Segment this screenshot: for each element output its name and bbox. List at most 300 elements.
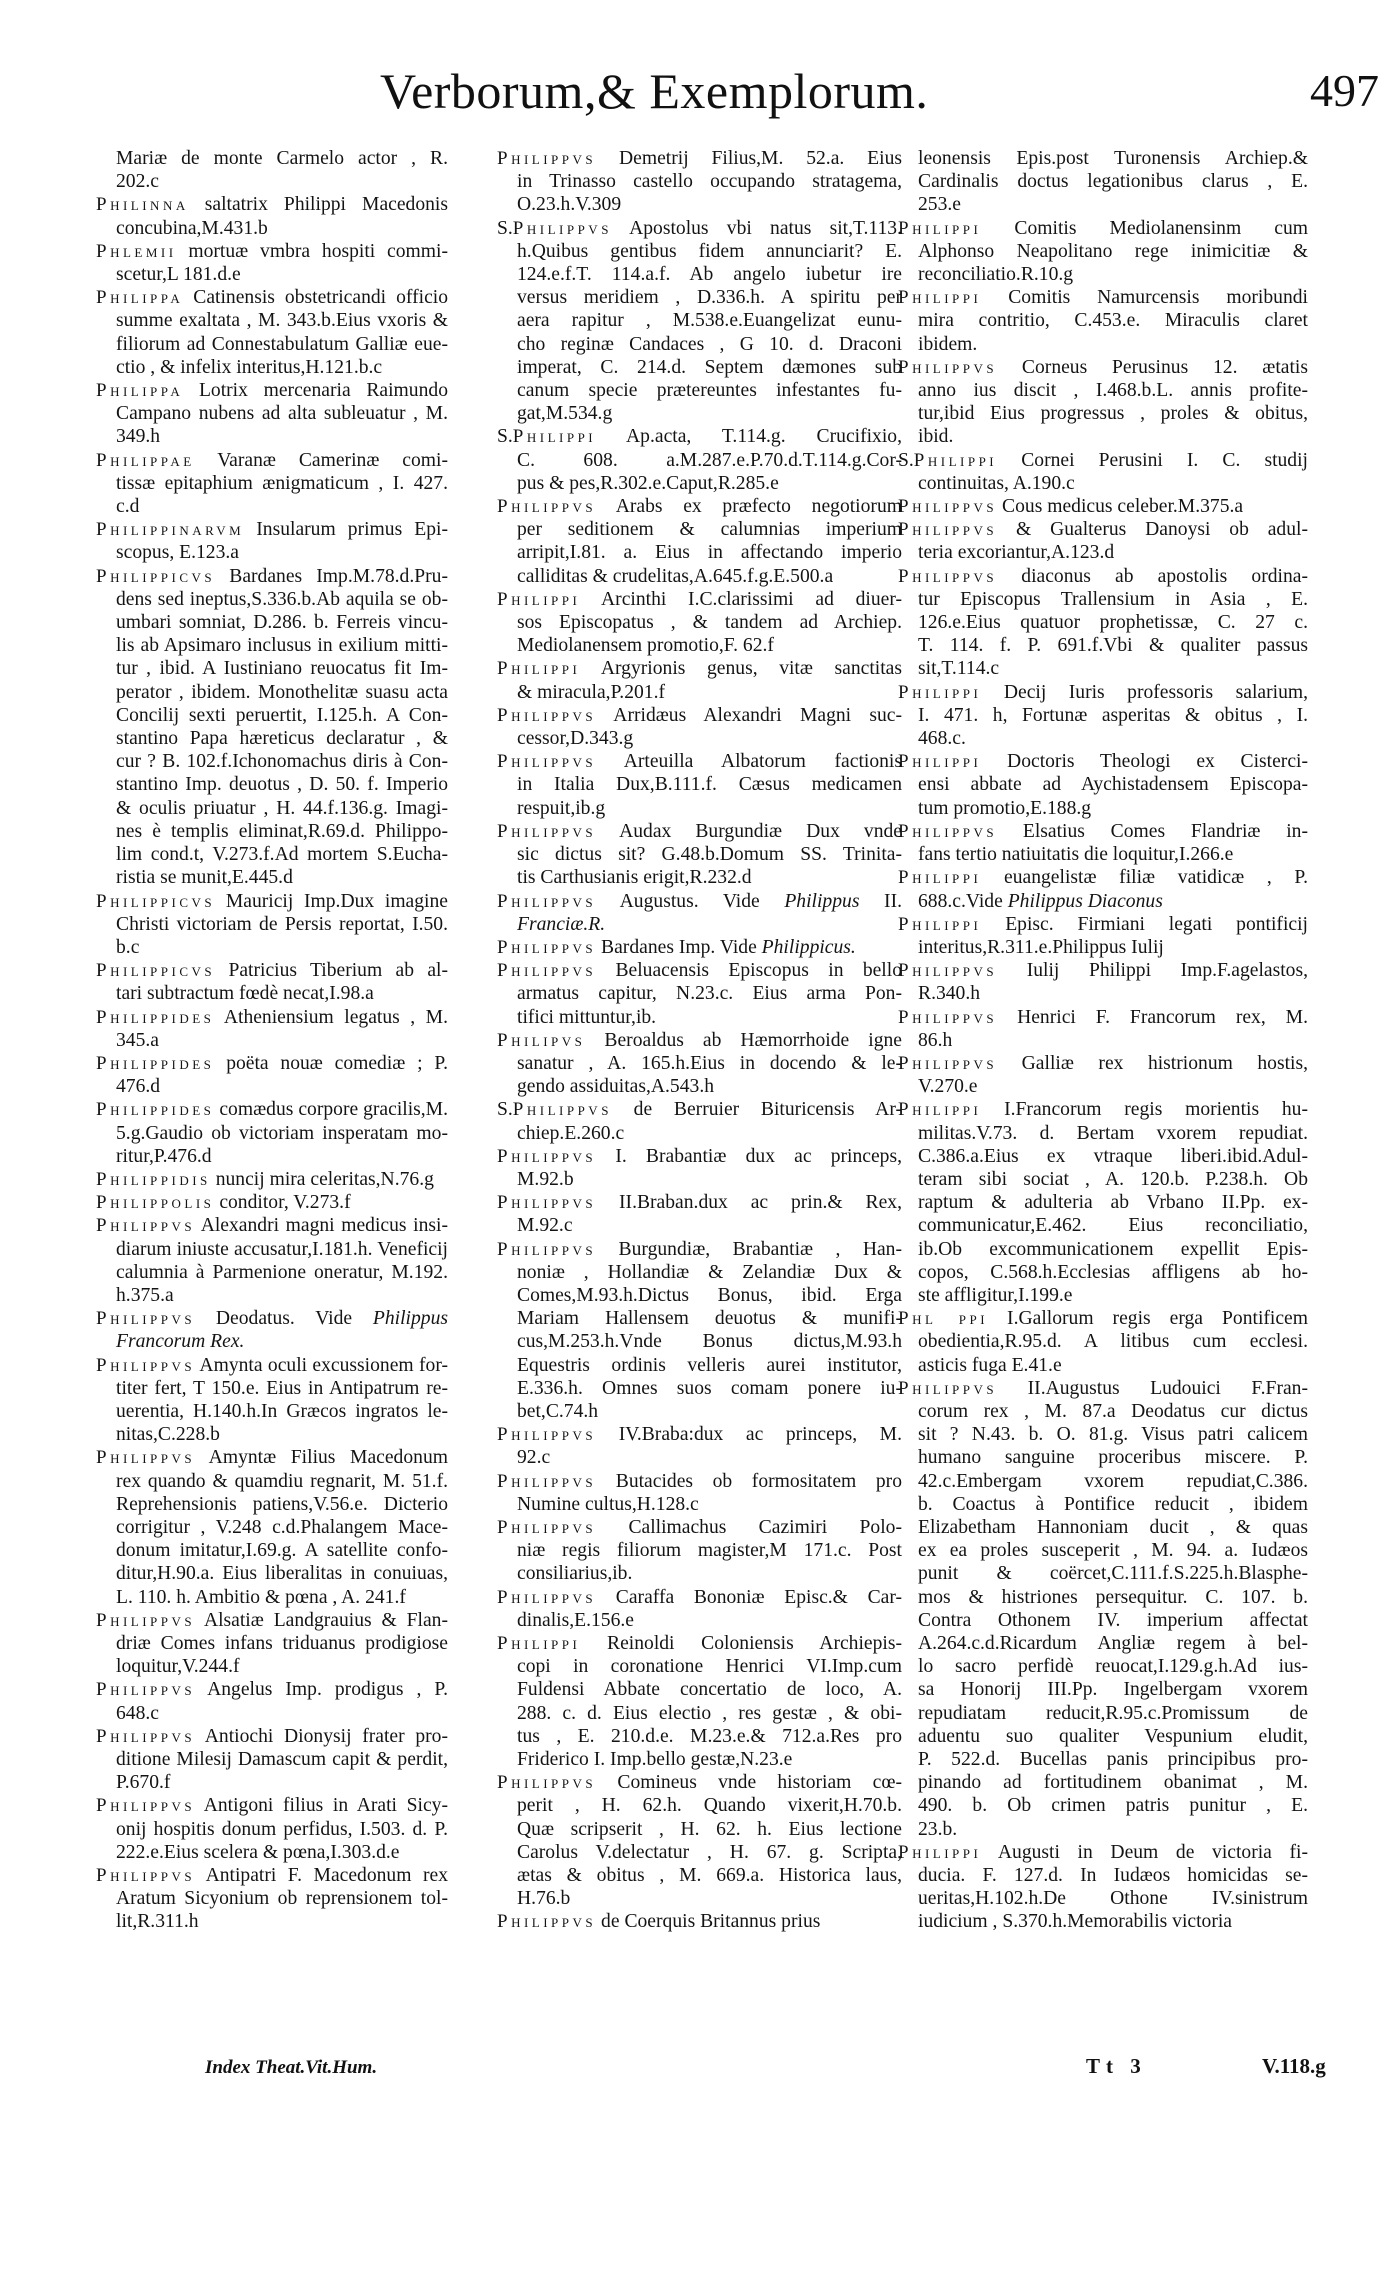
entry-text: Demetrij Filius,M. 52.a. Eius xyxy=(619,148,902,169)
entry-text: Butacides ob formositatem pro xyxy=(615,1470,902,1492)
entry-text: 202.c xyxy=(116,171,159,193)
entry-text: Callimachus Cazimiri Polo- xyxy=(628,1516,902,1538)
entry-text: interitus,R.311.e.Philippus Iulij xyxy=(918,936,1164,958)
entry-headword: Philippi xyxy=(898,681,982,703)
entry-line xyxy=(898,379,1308,402)
entry-line xyxy=(898,1562,1308,1585)
index-entry xyxy=(497,704,902,750)
entry-text: uerentia, H.140.h.In Græcos ingratos le- xyxy=(116,1400,448,1422)
entry-line xyxy=(96,727,448,750)
entry-headword: Philippvs xyxy=(96,1725,196,1747)
entry-line xyxy=(898,1122,1308,1145)
entry-text: copos, C.568.h.Ecclesias affligens ab ho- xyxy=(918,1261,1308,1283)
entry-text: punit & coërcet,C.111.f.S.225.h.Blasphe- xyxy=(918,1563,1308,1585)
entry-line xyxy=(898,495,1308,518)
entry-line xyxy=(898,263,1308,286)
entry-text: Lotrix mercenaria Raimundo xyxy=(198,380,448,402)
entry-line xyxy=(898,1261,1308,1284)
entry-text: & oculis priuatur , H. 44.f.136.g. Imagi- xyxy=(116,797,448,819)
entry-line xyxy=(497,1910,902,1933)
entry-line xyxy=(497,797,902,820)
index-entry xyxy=(96,1098,448,1168)
entry-line xyxy=(898,217,1308,240)
entry-line xyxy=(898,1794,1308,1817)
entry-text: Christi victoriam de Persis reportat, I.50. xyxy=(116,913,448,935)
entry-text: euangelistæ filiæ vatidicæ , P. xyxy=(1004,867,1308,889)
entry-line xyxy=(898,286,1308,309)
entry-line xyxy=(898,147,1308,170)
entry-headword: Philippvs xyxy=(512,217,612,239)
entry-text: Antiochi Dionysij frater pro- xyxy=(204,1725,448,1747)
entry-text: Campano nubens ad alta subleuatur , M. xyxy=(116,403,448,425)
entry-text: scopus, E.123.a xyxy=(116,542,239,564)
entry-line xyxy=(497,1702,902,1725)
entry-line xyxy=(898,1632,1308,1655)
entry-text: canum specie prætereuntes infestantes fu- xyxy=(517,380,902,402)
entry-line xyxy=(898,1864,1308,1887)
entry-line xyxy=(898,1168,1308,1191)
entry-text: Caraffa Bononiæ Episc.& Car- xyxy=(615,1586,902,1608)
entry-line xyxy=(898,890,1308,913)
entry-line xyxy=(898,1145,1308,1168)
entry-line xyxy=(497,727,902,750)
entry-line xyxy=(96,1910,448,1933)
entry-line xyxy=(96,541,448,564)
entry-line xyxy=(96,704,448,727)
entry-text: I. Brabantiæ dux ac princeps, xyxy=(615,1145,902,1167)
entry-text: calliditas & crudelitas,A.645.f.g.E.500.a xyxy=(517,565,834,587)
entry-text: ex ea proles susceperit , M. 94. a. Iudæos xyxy=(918,1540,1308,1562)
entry-headword: Philippi xyxy=(497,658,581,680)
entry-text: driæ Comes infans triduanus prodigiose xyxy=(116,1633,448,1654)
index-entry xyxy=(898,286,1308,356)
entry-text: Doctoris Theologi ex Cisterci- xyxy=(1007,751,1308,773)
entry-line xyxy=(497,1771,902,1794)
entry-text: sic dictus sit? G.48.b.Domum SS. Trinita- xyxy=(517,844,902,866)
entry-text: Antigoni filius in Arati Sicy- xyxy=(203,1795,448,1817)
entry-line xyxy=(898,843,1308,866)
index-entry xyxy=(497,820,902,890)
entry-text: Cardinalis doctus legationibus clarus , E. xyxy=(918,171,1308,193)
entry-line xyxy=(96,1377,448,1400)
entry-text: tis Carthusianis erigit,R.232.d xyxy=(517,867,752,889)
entry-line xyxy=(96,1562,448,1585)
entry-text: ducia. F. 127.d. In Iudæos homicidas se- xyxy=(918,1865,1308,1887)
entry-line xyxy=(898,1609,1308,1632)
entry-line xyxy=(96,147,448,170)
catchword: V.118.g xyxy=(1262,2054,1326,2078)
entry-line xyxy=(497,1168,902,1191)
entry-line xyxy=(497,1678,902,1701)
entry-line xyxy=(497,1423,902,1446)
entry-line xyxy=(898,1191,1308,1214)
entry-text: Arteuilla Albatorum factionis xyxy=(623,751,902,773)
entry-text: nes è templis eliminat,R.69.d. Philippo- xyxy=(116,820,448,842)
entry-line xyxy=(96,1029,448,1052)
entry-text: concubina,M.431.b xyxy=(116,217,268,239)
index-entry xyxy=(96,1725,448,1795)
entry-line xyxy=(898,170,1308,193)
entry-text: corum rex , M. 87.a Deodatus cur dictus xyxy=(918,1400,1308,1422)
entry-headword: Philippi xyxy=(512,426,597,448)
entry-text: T. 114. f. P. 691.f.Vbi & qualiter passus xyxy=(918,635,1308,657)
entry-line xyxy=(898,959,1308,982)
entry-line xyxy=(497,193,902,216)
cross-reference: Franciæ.R. xyxy=(517,913,606,935)
entry-line xyxy=(898,936,1308,959)
entry-line xyxy=(898,1470,1308,1493)
entry-text: stantino Imp. deuotus , D. 50. f. Imperio xyxy=(116,774,448,796)
entry-text: Carolus V.delectatur , H. 67. g. Scripta, xyxy=(517,1841,902,1863)
entry-line xyxy=(96,657,448,680)
entry-text: consiliarius,ib. xyxy=(517,1563,633,1585)
index-column-middle xyxy=(497,147,902,1934)
entry-text: 42.c.Embergam vxorem repudiat,C.386. xyxy=(918,1470,1308,1492)
entry-text: diarum iniuste accusatur,I.181.h. Veneficij xyxy=(116,1238,448,1260)
entry-text: respuit,ib.g xyxy=(517,797,606,819)
entry-text: de Coerquis Britannus prius xyxy=(601,1911,821,1933)
entry-line xyxy=(497,472,902,495)
entry-text: Reprehensionis patiens,V.56.e. Dicterio xyxy=(116,1493,448,1515)
entry-text: militas.V.73. d. Bertam vxorem repudiat. xyxy=(918,1122,1308,1144)
entry-text: Augustus. Vide Philippus II. xyxy=(619,890,902,912)
entry-text: pus & pes,R.302.e.Caput,R.285.e xyxy=(517,472,779,494)
entry-prefix: S. xyxy=(497,217,513,239)
entry-line xyxy=(497,1122,902,1145)
entry-line xyxy=(898,1516,1308,1539)
entry-text: filiorum ad Connestabulatum Galliæ eue- xyxy=(116,333,448,355)
entry-line xyxy=(898,1052,1308,1075)
entry-line xyxy=(898,681,1308,704)
entry-line xyxy=(898,518,1308,541)
entry-text: nuncij mira celeritas,N.76.g xyxy=(215,1168,434,1190)
entry-text: humano sanguine proceribus miscere. P. xyxy=(918,1447,1308,1469)
index-entry xyxy=(96,1794,448,1864)
index-column-right xyxy=(898,147,1308,1934)
entry-line xyxy=(497,611,902,634)
entry-line xyxy=(898,1029,1308,1052)
entry-text: sit,T.114.c xyxy=(918,658,1000,680)
entry-text: summe exaltata , M. 343.b.Eius vxoris & xyxy=(116,310,448,332)
index-entry xyxy=(96,1307,448,1353)
entry-text: Amynta oculi excussionem for- xyxy=(199,1354,448,1376)
entry-line xyxy=(497,333,902,356)
index-entry xyxy=(96,1191,448,1214)
entry-line xyxy=(96,1586,448,1609)
entry-headword: Philippvs xyxy=(497,1911,597,1933)
entry-text: 288. c. d. Eius electio , res gestæ , & obi- xyxy=(517,1702,902,1724)
entry-text: Amyntæ Filius Macedonum xyxy=(208,1447,448,1469)
index-entry xyxy=(497,1632,902,1771)
index-entry xyxy=(898,913,1308,959)
entry-line xyxy=(497,379,902,402)
index-title-footer: Index Theat.Vit.Hum. xyxy=(205,2057,378,2078)
index-entry xyxy=(497,750,902,820)
cross-reference: Francorum Rex. xyxy=(116,1331,245,1353)
entry-headword: Philippi xyxy=(898,287,982,309)
entry-text: comædus corpore gracilis,M. xyxy=(219,1099,448,1121)
entry-line xyxy=(497,425,902,448)
entry-headword: Philippvs xyxy=(96,1679,196,1701)
entry-line xyxy=(96,982,448,1005)
index-entry xyxy=(96,1678,448,1724)
entry-text: niæ regis filiorum magister,M 171.c. Post xyxy=(517,1540,902,1562)
entry-text: Antipatri F. Macedonum rex xyxy=(205,1865,448,1887)
index-entry xyxy=(96,959,448,1005)
entry-line xyxy=(96,1214,448,1237)
entry-line xyxy=(96,1493,448,1516)
entry-headword: Philippvs xyxy=(898,1006,998,1028)
entry-text: Friderico I. Imp.bello gestæ,N.23.e xyxy=(517,1749,793,1771)
entry-prefix: S. xyxy=(497,1099,513,1121)
entry-text: 490. b. Ob crimen patris punitur , E. xyxy=(918,1795,1308,1817)
entry-line xyxy=(96,1771,448,1794)
entry-text: lit,R.311.h xyxy=(116,1911,199,1933)
entry-line xyxy=(497,518,902,541)
index-entry xyxy=(497,495,902,588)
entry-line xyxy=(96,1539,448,1562)
entry-text: Aratum Sicyonium ob reprensionem tol- xyxy=(116,1888,448,1910)
entry-text: loquitur,V.244.f xyxy=(116,1656,240,1678)
entry-headword: Philippvs xyxy=(898,1052,998,1074)
entry-text: gendo assiduitas,A.543.h xyxy=(517,1076,715,1098)
entry-line xyxy=(96,1725,448,1748)
entry-line xyxy=(497,1006,902,1029)
entry-line xyxy=(96,936,448,959)
entry-text: 253.e xyxy=(918,194,961,216)
entry-line xyxy=(497,263,902,286)
entry-line xyxy=(898,1910,1308,1933)
entry-text: Catinensis obstetricandi officio xyxy=(193,287,448,309)
entry-text: Mauricij Imp.Dux imagine xyxy=(225,890,448,912)
entry-text: Elizabetham Hannoniam ducit , & quas xyxy=(918,1516,1308,1538)
entry-line xyxy=(898,309,1308,332)
index-entry xyxy=(497,1029,902,1099)
index-entry xyxy=(96,1052,448,1098)
entry-headword: Philippvs xyxy=(497,960,597,982)
entry-headword: Philippvs xyxy=(497,936,597,958)
entry-text: noniæ , Hollandiæ & Zelandiæ Dux & xyxy=(517,1261,902,1283)
index-entry xyxy=(497,1910,902,1933)
entry-line xyxy=(96,309,448,332)
entry-text: obedientia,R.95.d. A litibus cum ecclesi. xyxy=(918,1331,1308,1353)
index-entry xyxy=(96,286,448,379)
entry-text: tifici mittuntur,ib. xyxy=(517,1006,657,1028)
entry-line xyxy=(497,495,902,518)
entry-line xyxy=(898,727,1308,750)
entry-line xyxy=(96,890,448,913)
entry-text: sanatur , A. 165.h.Eius in docendo & le- xyxy=(517,1052,902,1074)
entry-headword: Philippvs xyxy=(96,1354,196,1376)
entry-line xyxy=(96,1655,448,1678)
entry-line xyxy=(497,1052,902,1075)
index-entry xyxy=(898,1307,1308,1377)
entry-headword: Philippvs xyxy=(497,1470,597,1492)
entry-line xyxy=(898,773,1308,796)
index-entry xyxy=(497,1098,902,1144)
entry-text: arripit,I.81. a. Eius in affectando imperio xyxy=(517,542,902,564)
index-entry xyxy=(898,1841,1308,1934)
entry-text: per seditionem & calumnias imperium xyxy=(517,519,902,541)
entry-line xyxy=(96,1423,448,1446)
index-entry xyxy=(96,379,448,449)
index-entry xyxy=(96,518,448,564)
index-entry xyxy=(898,866,1308,912)
entry-line xyxy=(96,634,448,657)
index-entry xyxy=(497,147,902,217)
entry-text: ibid. xyxy=(918,426,954,448)
entry-text: tur , ibid. A Iustiniano reuocatus fit Im- xyxy=(116,658,448,680)
entry-headword: Philippvs xyxy=(497,148,597,169)
entry-text: 92.c xyxy=(517,1447,551,1469)
entry-line xyxy=(497,356,902,379)
entry-text: onij hospitis donum perfidus, I.503. d. P. xyxy=(116,1818,448,1840)
index-entry xyxy=(898,565,1308,681)
signature-mark: Tt 3 xyxy=(1086,2054,1147,2078)
entry-headword: Philippides xyxy=(96,1006,215,1028)
entry-line xyxy=(96,866,448,889)
entry-headword: Philippinarvm xyxy=(96,519,245,541)
index-entry xyxy=(898,518,1308,564)
entry-line xyxy=(96,449,448,472)
entry-line xyxy=(96,425,448,448)
index-entry xyxy=(497,1771,902,1910)
entry-line xyxy=(96,588,448,611)
entry-line xyxy=(96,495,448,518)
entry-line xyxy=(96,1748,448,1771)
entry-text: Varanæ Camerinæ comi- xyxy=(217,449,448,471)
entry-text: I. 471. h, Fortunæ asperitas & obitus , I. xyxy=(918,704,1308,726)
entry-text: Comitis Namurcensis moribundi xyxy=(1008,287,1308,309)
entry-line xyxy=(497,1841,902,1864)
entry-line xyxy=(96,1887,448,1910)
entry-text: H.76.b xyxy=(517,1888,571,1910)
entry-line xyxy=(96,797,448,820)
entry-headword: Philippvs xyxy=(898,565,998,587)
entry-text: Atheniensium legatus , M. xyxy=(223,1006,448,1028)
entry-text: Henrici F. Francorum rex, M. xyxy=(1017,1006,1308,1028)
entry-text: Insularum primus Epi- xyxy=(256,519,448,541)
entry-headword: Philippvs xyxy=(898,1377,998,1399)
entry-line xyxy=(898,1841,1308,1864)
entry-line xyxy=(96,1307,448,1330)
entry-headword: Philippi xyxy=(898,1099,982,1121)
entry-text: fans tertio natiuitatis die loquitur,I.266.e xyxy=(918,844,1234,866)
entry-line xyxy=(497,402,902,425)
entry-text: E.336.h. Omnes suos comam ponere iu- xyxy=(517,1377,902,1399)
entry-text: 126.e.Eius quatuor prophetissæ, C. 27 c. xyxy=(918,612,1308,634)
index-entry xyxy=(96,240,448,286)
entry-text: nitas,C.228.b xyxy=(116,1424,220,1446)
entry-headword: Philippvs xyxy=(497,1192,597,1214)
entry-headword: Philippvs xyxy=(898,496,998,518)
entry-text: perit , H. 62.h. Quando vixerit,H.70.b. xyxy=(517,1795,902,1817)
entry-line xyxy=(497,890,902,913)
entry-text: titer fert, T 150.e. Eius in Antipatrum re- xyxy=(116,1377,448,1399)
entry-line xyxy=(898,1771,1308,1794)
entry-line xyxy=(898,866,1308,889)
entry-line xyxy=(96,1864,448,1887)
entry-line xyxy=(898,1098,1308,1121)
entry-headword: Philippi xyxy=(898,751,982,773)
entry-text: C.386.a.Eius ex vtraque liberi.ibid.Adul- xyxy=(918,1145,1308,1167)
entry-line xyxy=(497,1284,902,1307)
index-entry xyxy=(898,495,1308,518)
entry-line xyxy=(96,356,448,379)
entry-text: Argyrionis genus, vitæ sanctitas xyxy=(600,658,902,680)
entry-line xyxy=(96,1678,448,1701)
index-entry xyxy=(898,1006,1308,1052)
index-entry xyxy=(497,1191,902,1237)
entry-text: tus , E. 210.d.e. M.23.e.& 712.a.Res pro xyxy=(517,1725,902,1747)
entry-line xyxy=(497,1191,902,1214)
index-entry xyxy=(96,1214,448,1307)
entry-line xyxy=(96,1098,448,1121)
entry-text: V.270.e xyxy=(918,1076,978,1098)
entry-headword: Philipvs xyxy=(497,1029,586,1051)
entry-line xyxy=(96,1122,448,1145)
entry-line xyxy=(898,657,1308,680)
entry-line xyxy=(497,1098,902,1121)
entry-text: h.375.a xyxy=(116,1284,174,1306)
entry-line xyxy=(96,1841,448,1864)
entry-line xyxy=(898,565,1308,588)
index-entry xyxy=(96,449,448,519)
index-entry xyxy=(96,1354,448,1447)
entry-text: Arridæus Alexandri Magni suc- xyxy=(613,704,902,726)
entry-line xyxy=(497,1029,902,1052)
entry-line xyxy=(497,1145,902,1168)
entry-line xyxy=(96,1516,448,1539)
entry-text: 476.d xyxy=(116,1076,161,1098)
entry-line xyxy=(898,1493,1308,1516)
entry-text: umbari somniat, D.286. b. Ferreis vincu- xyxy=(116,612,448,634)
entry-text: tur,ibid Eius progressus , proles & obitus, xyxy=(918,403,1308,425)
entry-line xyxy=(497,1446,902,1469)
entry-headword: Philippvs xyxy=(497,1772,597,1794)
entry-text: cessor,D.343.g xyxy=(517,728,634,750)
index-entry xyxy=(497,1516,902,1586)
entry-text: anno ius discit , I.468.b.L. annis profite- xyxy=(918,380,1308,402)
entry-line xyxy=(497,657,902,680)
entry-line xyxy=(898,797,1308,820)
entry-text: raptum & adulteria ab Vrbano II.Pp. ex- xyxy=(918,1192,1308,1214)
entry-line xyxy=(898,1377,1308,1400)
entry-text: 5.g.Gaudio ob victoriam insperatam mo- xyxy=(116,1122,448,1144)
entry-text: poëta nouæ comediæ ; P. xyxy=(226,1052,448,1074)
entry-headword: Philippicvs xyxy=(96,960,216,982)
index-column-left xyxy=(96,147,448,1934)
entry-line xyxy=(497,704,902,727)
entry-line xyxy=(497,1864,902,1887)
entry-headword: Philippides xyxy=(96,1099,215,1121)
entry-text: Cous medicus celeber.M.375.a xyxy=(1002,496,1244,518)
entry-line xyxy=(497,1214,902,1237)
entry-text: reconciliatio.R.10.g xyxy=(918,264,1074,286)
entry-text: lo sacro perfidè reuocat,I.129.g.h.Ad ius- xyxy=(918,1656,1308,1678)
entry-line xyxy=(497,449,902,472)
entry-headword: Philippi xyxy=(898,867,982,889)
entry-text: Iulij Philippi Imp.F.agelastos, xyxy=(1026,960,1308,982)
entry-text: calumnia à Parmenione oneratur, M.192. xyxy=(116,1261,448,1283)
entry-line xyxy=(497,936,902,959)
entry-text: perator , ibidem. Monothelitæ suasu acta xyxy=(116,681,448,703)
entry-line xyxy=(96,1354,448,1377)
cross-reference: Philippus Diaconus xyxy=(1007,890,1163,912)
entry-text: Arcinthi I.C.clarissimi ad diuer- xyxy=(601,588,902,610)
entry-line xyxy=(898,1446,1308,1469)
entry-line xyxy=(497,309,902,332)
